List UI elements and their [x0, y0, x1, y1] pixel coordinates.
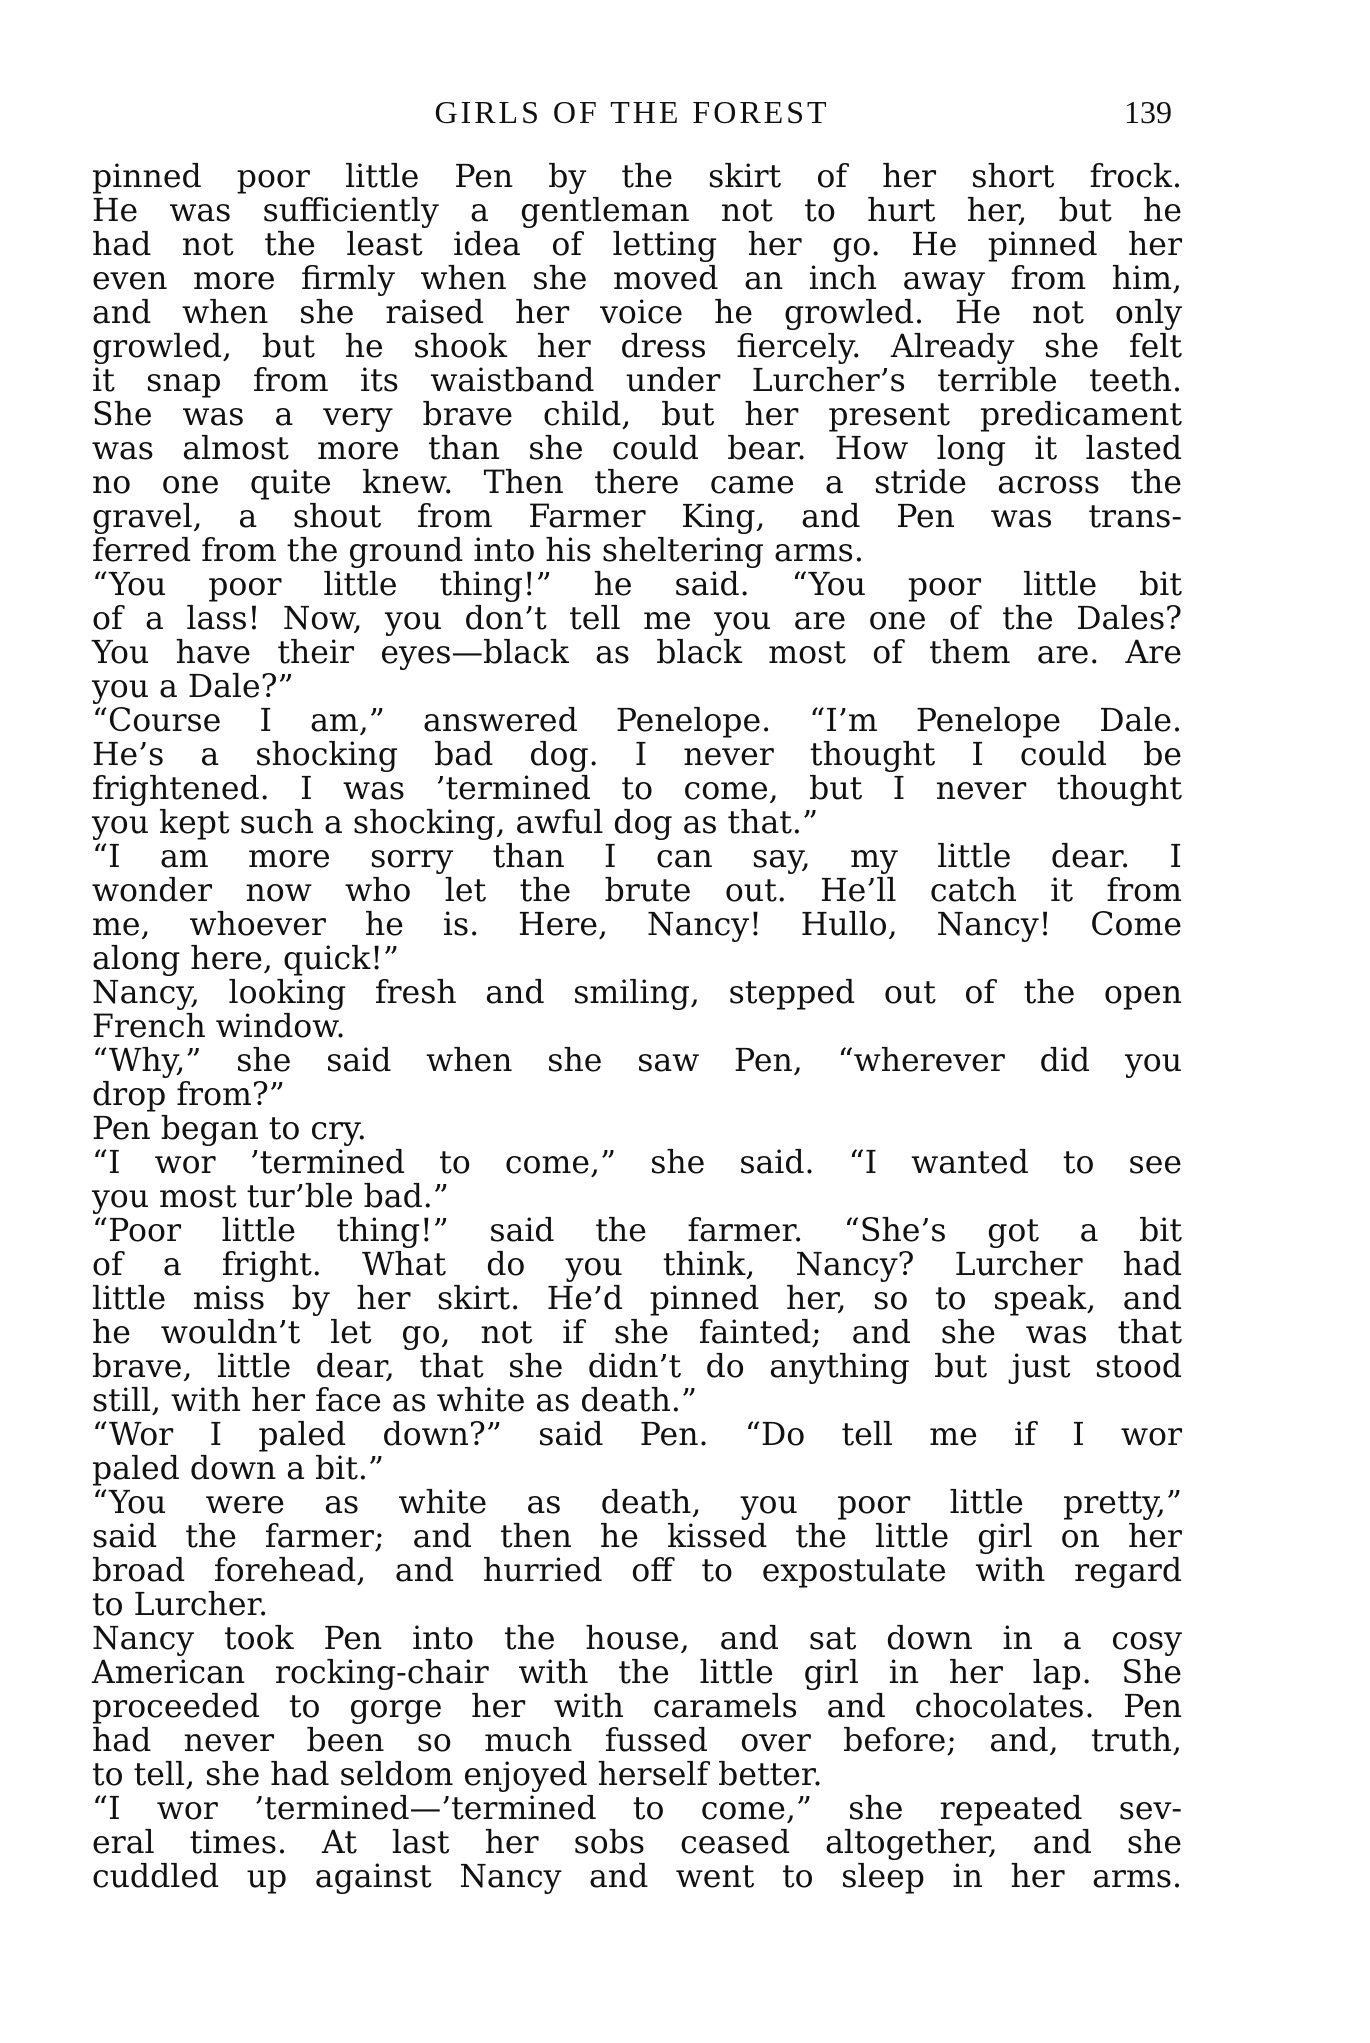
text-line: She was a very brave child, but her present predicament	[92, 397, 1182, 433]
text-line: to Lurcher.	[92, 1587, 269, 1623]
text-line: you a Dale?”	[92, 669, 294, 705]
text-line: “I am more sorry than I can say, my little dear. I	[92, 839, 1182, 875]
text-line: pinned poor little Pen by the skirt of her short frock.	[92, 159, 1182, 195]
text-line: “You poor little thing!” he said. “You poor little bit	[92, 567, 1182, 603]
text-line: you kept such a shocking, awful dog as that.”	[92, 805, 819, 841]
text-line: gravel, a shout from Farmer King, and Pen was trans-	[92, 499, 1182, 535]
text-line: “Why,” she said when she saw Pen, “wherever did you	[92, 1043, 1182, 1079]
text-line: even more firmly when she moved an inch away from him,	[92, 261, 1182, 297]
text-line: little miss by her skirt. He’d pinned her, so to speak, and	[92, 1281, 1182, 1317]
text-line: ferred from the ground into his sheltering arms.	[92, 533, 864, 569]
text-line: you most tur’ble bad.”	[92, 1179, 449, 1215]
text-line: no one quite knew. Then there came a stride across the	[92, 465, 1182, 501]
text-line: “Wor I paled down?” said Pen. “Do tell me if I wor	[92, 1417, 1182, 1453]
text-line: Nancy, looking fresh and smiling, stepped out of the open	[92, 975, 1182, 1011]
text-line: of a fright. What do you think, Nancy? Lurcher had	[92, 1247, 1182, 1283]
text-line: “Poor little thing!” said the farmer. “She’s got a bit	[92, 1213, 1182, 1249]
text-line: He was sufficiently a gentleman not to hurt her, but he	[92, 193, 1182, 229]
text-line: said the farmer; and then he kissed the little girl on her	[92, 1519, 1182, 1555]
text-line: along here, quick!”	[92, 941, 399, 977]
body-text	[92, 160, 1182, 1894]
text-line: it snap from its waistband under Lurcher’s terrible teeth.	[92, 363, 1182, 399]
text-line: had not the least idea of letting her go. He pinned her	[92, 227, 1182, 263]
text-line: drop from?”	[92, 1077, 285, 1113]
text-line: paled down a bit.”	[92, 1451, 385, 1487]
text-line: broad forehead, and hurried off to expostulate with regard	[92, 1553, 1182, 1589]
text-line: French window.	[92, 1009, 346, 1045]
text-line: growled, but he shook her dress fiercely. Already she felt	[92, 329, 1182, 365]
text-line: of a lass! Now, you don’t tell me you are one of the Dales?	[92, 601, 1182, 637]
text-line: frightened. I was ’termined to come, but I never thought	[92, 771, 1182, 807]
text-line: “I wor ’termined to come,” she said. “I wanted to see	[92, 1145, 1182, 1181]
page-number: 139	[1124, 94, 1172, 130]
text-line: “You were as white as death, you poor little pretty,”	[92, 1485, 1182, 1521]
text-line: brave, little dear, that she didn’t do anything but just stood	[92, 1349, 1182, 1385]
text-line: he wouldn’t let go, not if she fainted; and she was that	[92, 1315, 1182, 1351]
text-line: Pen began to cry.	[92, 1111, 367, 1147]
text-line: had never been so much fussed over before; and, truth,	[92, 1723, 1182, 1759]
text-line: wonder now who let the brute out. He’ll catch it from	[92, 873, 1182, 909]
text-line: American rocking-chair with the little girl in her lap. She	[92, 1655, 1182, 1691]
text-line: and when she raised her voice he growled. He not only	[92, 295, 1182, 331]
text-line: “Course I am,” answered Penelope. “I’m Penelope Dale.	[92, 703, 1182, 739]
text-line: Nancy took Pen into the house, and sat down in a cosy	[92, 1621, 1182, 1657]
text-line: You have their eyes—black as black most of them are. Are	[92, 635, 1182, 671]
text-line: He’s a shocking bad dog. I never thought I could be	[92, 737, 1182, 773]
text-line: was almost more than she could bear. How long it lasted	[92, 431, 1182, 467]
text-line: me, whoever he is. Here, Nancy! Hullo, Nancy! Come	[92, 907, 1182, 943]
running-title: GIRLS OF THE FOREST	[434, 94, 830, 130]
text-line: to tell, she had seldom enjoyed herself better.	[92, 1757, 823, 1793]
text-line: “I wor ’termined—’termined to come,” she repeated sev-	[92, 1791, 1182, 1827]
text-line: proceeded to gorge her with caramels and chocolates. Pen	[92, 1689, 1182, 1725]
text-line: still, with her face as white as death.”	[92, 1383, 698, 1419]
text-line: cuddled up against Nancy and went to sleep in her arms.	[92, 1859, 1182, 1895]
running-head	[92, 92, 1172, 132]
text-line: eral times. At last her sobs ceased altogether, and she	[92, 1825, 1182, 1861]
